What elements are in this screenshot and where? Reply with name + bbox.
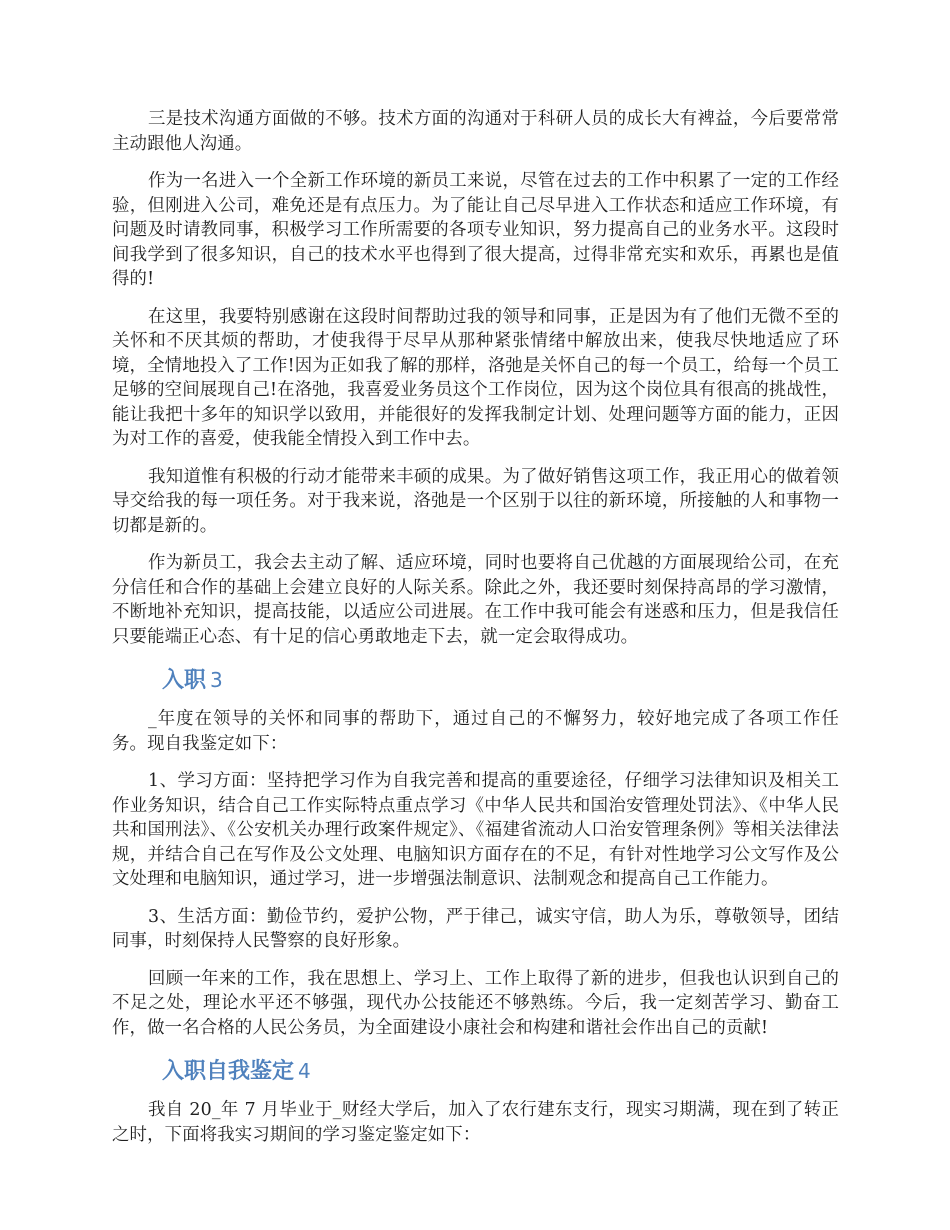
body-paragraph: 我自 20_年 7 月毕业于_财经大学后，加入了农行建东支行，现实习期满，现在到了转正之时，下面将我实习期间的学习鉴定鉴定如下： <box>112 1100 839 1145</box>
body-paragraph: 作为新员工，我会去主动了解、适应环境，同时也要将自己优越的方面展现给公司，在充分信任和合作的基础上会建立良好的人际关系。除此之外，我还要时刻保持高昂的学习激情，不断地补充知识，提高技能，以适应公司进展。在工作中我可能会有迷惑和压力，但是我信任只要能端正心态、有十足的信心勇敢地走下去，就一定会取得成功。 <box>112 553 839 647</box>
body-paragraph: 作为一名进入一个全新工作环境的新员工来说，尽管在过去的工作中积累了一定的工作经验，但刚进入公司，难免还是有点压力。为了能让自己尽早进入工作状态和适应工作环境，有问题及时请教同事，积极学习工作所需要的各项专业知识，努力提高自己的业务水平。这段时间我学到了很多知识，自己的技术水平也得到了很大提高，过得非常充实和欢乐，再累也是值得的! <box>112 171 839 289</box>
body-paragraph: 1、学习方面：坚持把学习作为自我完善和提高的重要途径，仔细学习法律知识及相关工作业务知识，结合自己工作实际特点重点学习《中华人民共和国治安管理处罚法》、《中华人民共和国刑法》、《公安机关办理行政案件规定》、《福建省流动人口治安管理条例》等相关法律法规，并结合自己在写作及公文处理、电脑知识方面存在的不足，有针对性地学习公文写作及公文处理和电脑知识，通过学习，进一步增强法制意识、法制观念和提高自己工作能力。 <box>112 771 839 889</box>
body-paragraph: 在这里，我要特别感谢在这段时间帮助过我的领导和同事，正是因为有了他们无微不至的关怀和不厌其烦的帮助，才使我得于尽早从那种紧张情绪中解放出来，使我尽快地适应了环境，全情地投入了工作!因为正如我了解的那样，洛弛是关怀自己的每一个员工，给每一个员工足够的空间展现自己!在洛弛，我喜爱业务员这个工作岗位，因为这个岗位具有很高的挑战性，能让我把十多年的知识学以致用，并能很好的发挥我制定计划、处理问题等方面的能力，正因为对工作的喜爱，使我能全情投入到工作中去。 <box>112 306 839 449</box>
section-heading-text: 入职自我鉴定 <box>162 1059 295 1084</box>
body-paragraph: 回顾一年来的工作，我在思想上、学习上、工作上取得了新的进步，但我也认识到自己的不足之处，理论水平还不够强，现代办公技能还不够熟练。今后，我一定刻苦学习、勤奋工作，做一名合格的人民公务员，为全面建设小康社会和构建和谐社会作出自己的贡献! <box>112 968 839 1038</box>
section-heading-3 <box>162 665 839 696</box>
body-paragraph: 3、生活方面：勤俭节约，爱护公物，严于律己，诚实守信，助人为乐，尊敬领导，团结同事，时刻保持人民警察的良好形象。 <box>112 906 839 951</box>
section-heading-4 <box>162 1056 839 1087</box>
body-paragraph: 我知道惟有积极的行动才能带来丰硕的成果。为了做好销售这项工作，我正用心的做着领导交给我的每一项任务。对于我来说，洛弛是一个区别于以往的新环境，所接触的人和事物一切都是新的。 <box>112 466 839 536</box>
body-paragraph: 三是技术沟通方面做的不够。技术方面的沟通对于科研人员的成长大有裨益，今后要常常主动跟他人沟通。 <box>112 109 839 154</box>
document-page <box>112 107 839 1147</box>
section-heading-number: 4 <box>298 1059 311 1083</box>
section-heading-text: 入职 <box>162 668 207 693</box>
body-paragraph: _年度在领导的关怀和同事的帮助下，通过自己的不懈努力，较好地完成了各项工作任务。现自我鉴定如下： <box>112 709 839 754</box>
section-heading-number: 3 <box>210 668 223 692</box>
